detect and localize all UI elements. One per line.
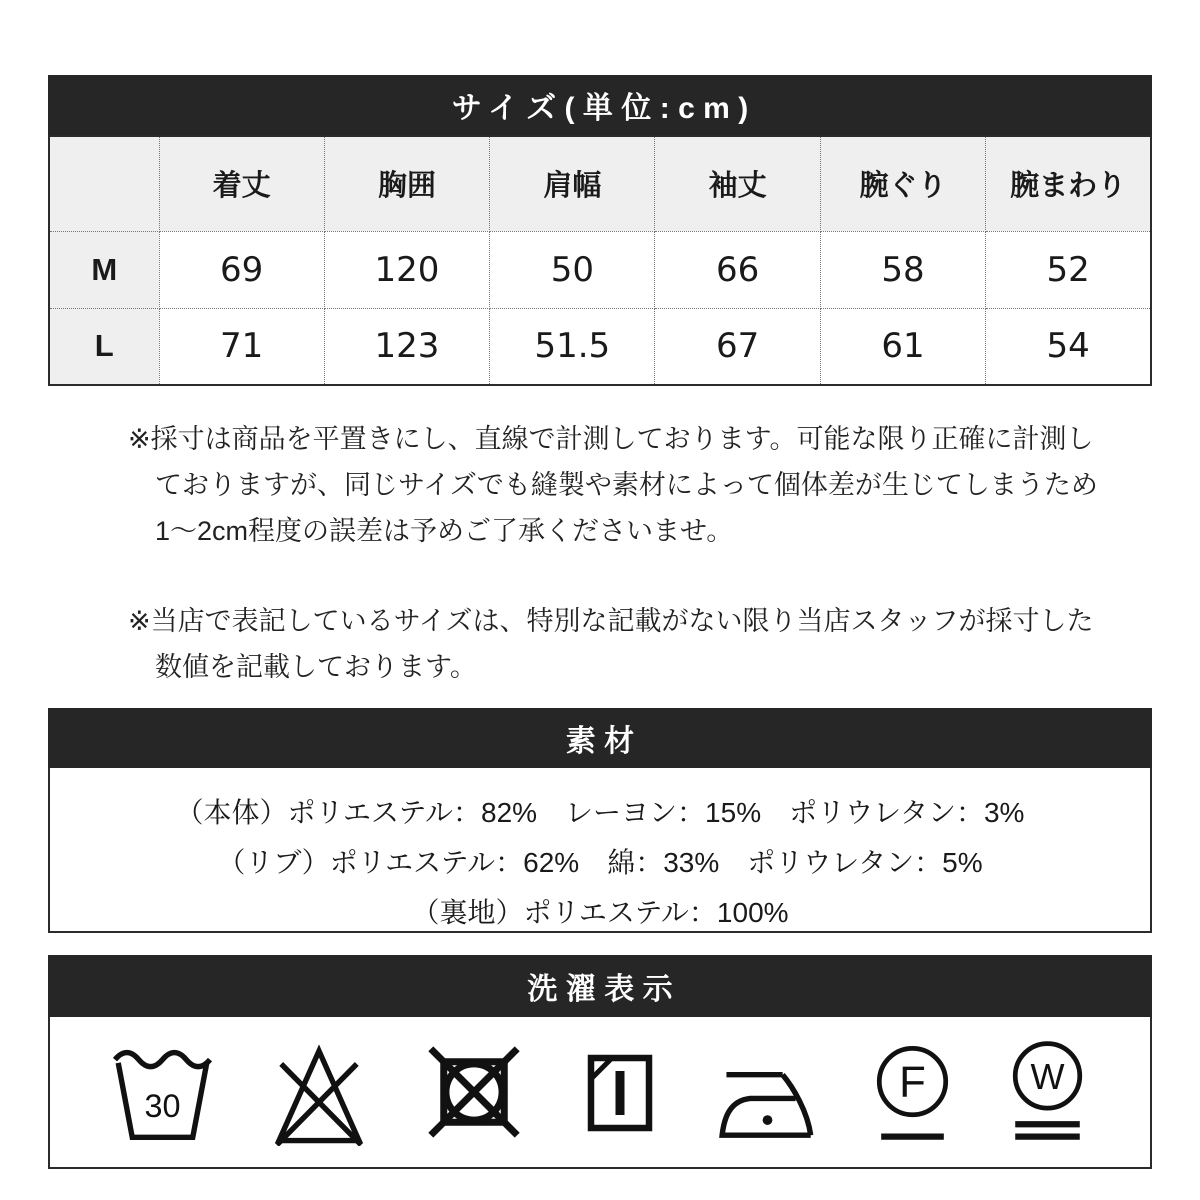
value-cell: 61 (820, 308, 985, 385)
staff-measured-note (128, 598, 1092, 690)
value-cell: 50 (490, 231, 655, 308)
notes-block (128, 416, 1098, 690)
material-body (48, 768, 1152, 933)
note-line: ておりますが、同じサイズでも縫製や素材によって個体差が生じてしまうため (155, 470, 1098, 500)
wet-clean-w-icon (1000, 1036, 1095, 1148)
washing-section (48, 955, 1152, 1169)
table-row-size-m (49, 231, 1151, 308)
wet-clean-letter: W (1030, 1056, 1065, 1098)
dry-clean-f-icon (865, 1036, 960, 1148)
col-header-shoulder: 肩幅 (490, 136, 655, 231)
col-header-armhole: 腕ぐり (820, 136, 985, 231)
material-section (48, 708, 1152, 933)
line-dry-shade-icon (570, 1038, 670, 1146)
wash-30-icon (105, 1038, 220, 1146)
size-chart-title: サイズ(単位:cm) (48, 75, 1152, 135)
material-line-lining: （裏地）ポリエステル：100% (411, 897, 789, 928)
do-not-bleach-icon (260, 1038, 378, 1146)
col-header-length: 着丈 (159, 136, 324, 231)
size-chart-section (48, 0, 1152, 386)
material-line-rib: （リブ）ポリエステル：62% 綿：33% ポリウレタン：5% (217, 847, 983, 878)
col-header-chest: 胸囲 (324, 136, 489, 231)
size-table (48, 135, 1152, 386)
note-line: ※採寸は商品を平置きにし、直線で計測しております。可能な限り正確に計測し (128, 424, 1094, 454)
value-cell: 67 (655, 308, 820, 385)
value-cell: 120 (324, 231, 489, 308)
note-line: ※当店で表記しているサイズは、特別な記載がない限り当店スタッフが採寸した (128, 606, 1094, 636)
measurement-note (128, 416, 1098, 554)
row-label-m: M (49, 231, 159, 308)
value-cell: 54 (986, 308, 1151, 385)
col-header-arm-width: 腕まわり (986, 136, 1151, 231)
value-cell: 69 (159, 231, 324, 308)
value-cell: 58 (820, 231, 985, 308)
note-line: 1〜2cm程度の誤差は予めご了承くださいませ。 (155, 516, 734, 546)
wash-temp-label: 30 (144, 1087, 181, 1124)
dry-clean-letter: F (899, 1057, 926, 1107)
do-not-tumble-dry-icon (418, 1038, 530, 1146)
material-title: 素材 (48, 708, 1152, 768)
iron-low-heat-icon (710, 1038, 825, 1146)
row-label-l: L (49, 308, 159, 385)
corner-cell (49, 136, 159, 231)
value-cell: 51.5 (490, 308, 655, 385)
value-cell: 52 (986, 231, 1151, 308)
value-cell: 123 (324, 308, 489, 385)
material-line-body: （本体）ポリエステル：82% レーヨン：15% ポリウレタン：3% (175, 797, 1025, 828)
value-cell: 71 (159, 308, 324, 385)
size-table-header-row (49, 136, 1151, 231)
col-header-sleeve: 袖丈 (655, 136, 820, 231)
washing-icons-row (48, 1017, 1152, 1169)
value-cell: 66 (655, 231, 820, 308)
note-line: 数値を記載しております。 (155, 652, 477, 682)
washing-title: 洗濯表示 (48, 955, 1152, 1017)
table-row-size-l (49, 308, 1151, 385)
